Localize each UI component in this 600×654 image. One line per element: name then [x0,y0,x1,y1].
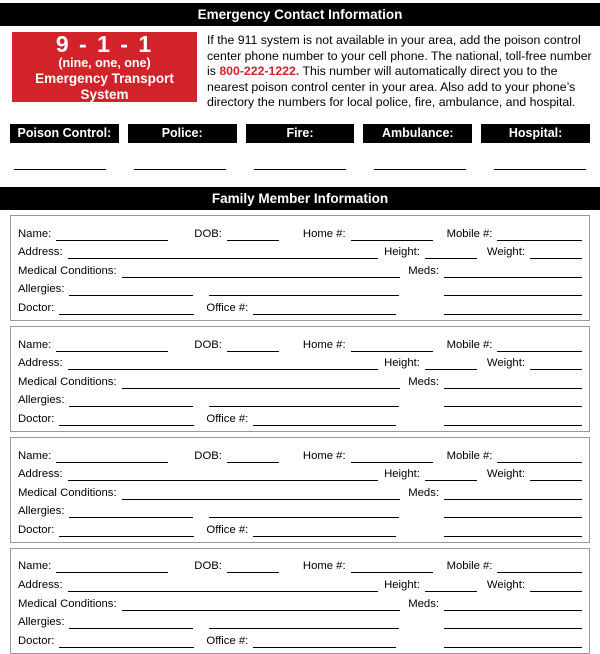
contact-blanks-row [14,169,586,170]
height-label: Height: [384,468,420,481]
address-label: Address: [18,579,63,592]
meds-continuation-blank-1[interactable] [444,504,582,518]
medical-conditions-label: Medical Conditions: [18,597,117,610]
doctor-row [18,518,582,537]
doctor-blank[interactable] [59,523,194,537]
height-blank[interactable] [425,467,477,481]
family-member-section [10,215,590,321]
home-phone-blank[interactable] [351,227,433,241]
address-blank[interactable] [68,578,379,592]
allergies-continuation-blank[interactable] [209,504,399,518]
allergies-row [18,389,582,408]
doctor-label: Doctor: [18,523,55,536]
address-label: Address: [18,357,63,370]
ambulance-number-blank[interactable] [374,169,466,170]
height-label: Height: [384,579,420,592]
name-row [18,222,582,241]
height-blank[interactable] [425,578,477,592]
office-phone-label: Office #: [206,412,249,425]
name-label: Name: [18,449,52,462]
allergies-label: Allergies: [18,616,65,629]
police-number-blank[interactable] [134,169,226,170]
allergies-label: Allergies: [18,505,65,518]
meds-continuation-blank-2[interactable] [444,301,582,315]
allergies-label: Allergies: [18,394,65,407]
office-phone-blank[interactable] [253,301,396,315]
meds-continuation-blank-2[interactable] [444,634,582,648]
meds-blank[interactable] [444,486,582,500]
meds-blank[interactable] [444,375,582,389]
dob-blank[interactable] [227,338,279,352]
meds-continuation-blank-1[interactable] [444,393,582,407]
office-phone-label: Office #: [206,301,249,314]
mobile-phone-label: Mobile #: [446,449,493,462]
weight-label: Weight: [486,468,525,481]
name-row [18,555,582,574]
home-phone-blank[interactable] [351,559,433,573]
office-phone-label: Office #: [206,634,249,647]
dob-blank[interactable] [227,227,279,241]
mobile-phone-blank[interactable] [497,227,582,241]
dob-label: DOB: [194,449,222,462]
dob-blank[interactable] [227,449,279,463]
office-phone-label: Office #: [206,523,249,536]
family-member-section [10,437,590,543]
weight-label: Weight: [486,357,525,370]
office-phone-blank[interactable] [253,412,396,426]
medical-conditions-label: Medical Conditions: [18,264,117,277]
weight-blank[interactable] [530,245,582,259]
allergies-label: Allergies: [18,283,65,296]
allergies-blank[interactable] [69,504,193,518]
height-label: Height: [384,357,420,370]
911-words: (nine, one, one) [58,55,151,70]
poison-control-label: Poison Control: [10,124,119,143]
meds-label: Meds: [408,264,439,277]
emergency-contact-header-title: Emergency Contact Information [197,7,403,22]
meds-continuation-blank-2[interactable] [444,412,582,426]
address-blank[interactable] [68,467,379,481]
medical-conditions-row [18,481,582,500]
home-phone-label: Home #: [302,449,346,462]
police-label: Police: [128,124,237,143]
doctor-blank[interactable] [59,412,194,426]
fire-number-blank[interactable] [254,169,346,170]
name-label: Name: [18,560,52,573]
address-blank[interactable] [68,356,379,370]
dob-label: DOB: [194,227,222,240]
allergies-blank[interactable] [69,393,193,407]
name-row [18,333,582,352]
hospital-label: Hospital: [481,124,590,143]
medical-conditions-label: Medical Conditions: [18,486,117,499]
meds-label: Meds: [408,597,439,610]
office-phone-blank[interactable] [253,634,396,648]
mobile-phone-label: Mobile #: [446,338,493,351]
allergies-continuation-blank[interactable] [209,282,399,296]
meds-continuation-blank-1[interactable] [444,615,582,629]
dob-label: DOB: [194,560,222,573]
dob-label: DOB: [194,338,222,351]
name-blank[interactable] [56,449,168,463]
allergies-blank[interactable] [69,282,193,296]
address-row [18,463,582,482]
height-blank[interactable] [425,245,477,259]
family-member-header-bar [0,187,600,210]
office-phone-blank[interactable] [253,523,396,537]
medical-conditions-label: Medical Conditions: [18,375,117,388]
name-blank[interactable] [56,559,168,573]
medical-conditions-blank[interactable] [122,597,401,611]
weight-blank[interactable] [530,578,582,592]
mobile-phone-blank[interactable] [497,449,582,463]
emergency-contact-header-bar [0,3,600,26]
poison-control-instructions [207,33,597,111]
meds-blank[interactable] [444,264,582,278]
medical-conditions-row [18,370,582,389]
meds-continuation-blank-1[interactable] [444,282,582,296]
weight-blank[interactable] [530,356,582,370]
height-label: Height: [384,246,420,259]
mobile-phone-blank[interactable] [497,338,582,352]
home-phone-blank[interactable] [351,338,433,352]
fire-label: Fire: [246,124,355,143]
family-member-header-title: Family Member Information [211,190,389,206]
name-row [18,444,582,463]
weight-blank[interactable] [530,467,582,481]
address-row [18,573,582,592]
emergency-contact-form-page [0,3,600,654]
allergies-blank[interactable] [69,615,193,629]
address-label: Address: [18,468,63,481]
address-blank[interactable] [68,245,379,259]
name-blank[interactable] [56,338,168,352]
doctor-label: Doctor: [18,301,55,314]
medical-conditions-blank[interactable] [122,486,401,500]
instructions-text-after: This number will automatically direct you to the nearest poison control center in your area. Also add to your phone’s directory the numbers for local police, fire, ambulance, and hospital. [207,64,576,110]
911-subtitle: Emergency Transport System [35,70,174,102]
dob-blank[interactable] [227,559,279,573]
meds-blank[interactable] [444,597,582,611]
home-phone-blank[interactable] [351,449,433,463]
name-label: Name: [18,338,52,351]
home-phone-label: Home #: [302,338,346,351]
doctor-blank[interactable] [59,301,194,315]
mobile-phone-blank[interactable] [497,559,582,573]
home-phone-label: Home #: [302,560,346,573]
medical-conditions-blank[interactable] [122,264,401,278]
mobile-phone-label: Mobile #: [446,227,493,240]
height-blank[interactable] [425,356,477,370]
doctor-row [18,407,582,426]
allergies-continuation-blank[interactable] [209,393,399,407]
address-row [18,241,582,260]
address-label: Address: [18,246,63,259]
doctor-row [18,296,582,315]
ambulance-label: Ambulance: [363,124,472,143]
meds-label: Meds: [408,375,439,388]
medical-conditions-row [18,592,582,611]
allergies-continuation-blank[interactable] [209,615,399,629]
instructions-text-before: If the 911 system is not available in your area, add the poison control center phone number to your cell phone. The national, toll-free number is [207,33,592,79]
family-member-section [10,326,590,432]
meds-continuation-blank-2[interactable] [444,523,582,537]
mobile-phone-label: Mobile #: [446,560,493,573]
911-number: 9 - 1 - 1 [55,30,154,57]
weight-label: Weight: [486,246,525,259]
family-member-sections [0,215,600,654]
allergies-row [18,500,582,519]
medical-conditions-blank[interactable] [122,375,401,389]
contact-labels-row [10,124,590,143]
address-row [18,352,582,371]
hospital-number-blank[interactable] [494,169,586,170]
name-blank[interactable] [56,227,168,241]
home-phone-label: Home #: [302,227,346,240]
allergies-row [18,278,582,297]
family-member-section [10,548,590,654]
doctor-label: Doctor: [18,412,55,425]
911-callout-box [12,32,197,102]
allergies-row [18,611,582,630]
medical-conditions-row [18,259,582,278]
poison-control-number-blank[interactable] [14,169,106,170]
poison-control-phone-number: 800-222-1222. [219,64,300,79]
doctor-row [18,629,582,648]
name-label: Name: [18,227,52,240]
meds-label: Meds: [408,486,439,499]
doctor-blank[interactable] [59,634,194,648]
doctor-label: Doctor: [18,634,55,647]
weight-label: Weight: [486,579,525,592]
intro-section [12,32,597,111]
